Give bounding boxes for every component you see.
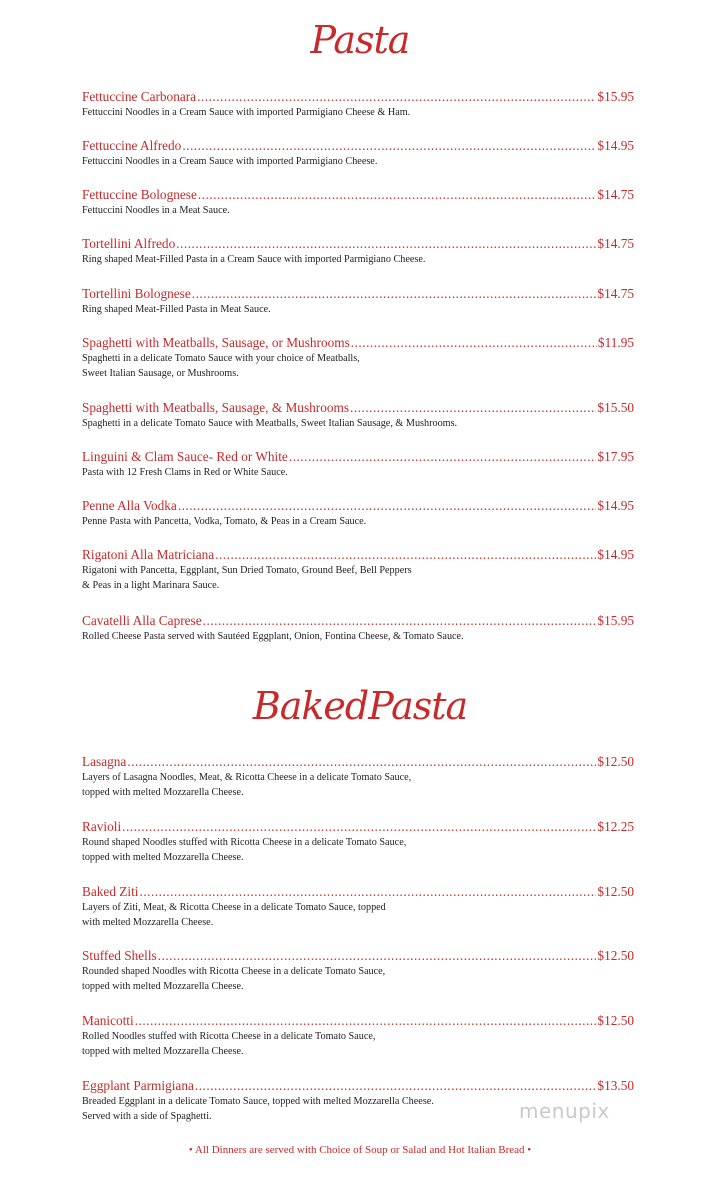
menu-item — [82, 399, 634, 431]
item-description: Layers of Lasagna Noodles, Meat, & Ricotta Cheese in a delicate Tomato Sauce, topped with melted Mozzarella Cheese. — [82, 772, 412, 798]
menu-item — [82, 753, 634, 800]
item-name: Rigatoni Alla Matriciana — [82, 547, 215, 562]
leader-dots — [192, 285, 597, 302]
leader-dots — [182, 137, 596, 154]
baked-pasta-section-title: BakedPasta — [252, 684, 468, 728]
item-price: $15.95 — [597, 613, 634, 628]
item-description: Fettuccini Noodles in a Meat Sauce. — [82, 205, 230, 216]
item-description: Rolled Cheese Pasta served with Sautéed Eggplant, Onion, Fontina Cheese, & Tomato Sauce. — [82, 631, 464, 642]
leader-dots — [178, 497, 597, 514]
item-description: Spaghetti in a delicate Tomato Sauce with your choice of Meatballs, Sweet Italian Sausage, or Mushrooms. — [82, 353, 360, 379]
item-name: Linguini & Clam Sauce- Red or White — [82, 449, 288, 464]
leader-dots — [122, 818, 596, 835]
item-description: Rigatoni with Pancetta, Eggplant, Sun Dried Tomato, Ground Beef, Bell Peppers & Peas in a light Marinara Sauce. — [82, 565, 412, 591]
item-name: Eggplant Parmigiana — [82, 1078, 194, 1093]
leader-dots — [351, 334, 597, 351]
item-price: $12.50 — [597, 754, 634, 769]
item-description: Breaded Eggplant in a delicate Tomato Sauce, topped with melted Mozzarella Cheese. Served with a side of Spaghetti. — [82, 1096, 434, 1122]
leader-dots — [198, 186, 597, 203]
leader-dots — [350, 399, 596, 416]
item-name: Manicotti — [82, 1013, 134, 1028]
menu-item — [82, 186, 634, 218]
item-description: Ring shaped Meat-Filled Pasta in a Cream Sauce with imported Parmigiano Cheese. — [82, 254, 426, 265]
item-description: Penne Pasta with Pancetta, Vodka, Tomato, & Peas in a Cream Sauce. — [82, 516, 367, 527]
item-name: Lasagna — [82, 754, 127, 769]
item-price: $12.50 — [597, 948, 634, 963]
item-description: Layers of Ziti, Meat, & Ricotta Cheese in a delicate Tomato Sauce, topped with melted Mozzarella Cheese. — [82, 902, 386, 928]
leader-dots — [289, 448, 597, 465]
footer-note: • All Dinners are served with Choice of Soup or Salad and Hot Italian Bread • — [188, 1144, 532, 1156]
item-price: $15.50 — [597, 400, 634, 415]
item-description: Ring shaped Meat-Filled Pasta in Meat Sauce. — [82, 304, 271, 315]
item-name: Baked Ziti — [82, 884, 139, 899]
item-price: $15.95 — [597, 89, 634, 104]
menu-item — [82, 448, 634, 480]
menu-item — [82, 947, 634, 994]
item-name: Stuffed Shells — [82, 948, 157, 963]
menu-item — [82, 235, 634, 267]
leader-dots — [135, 1012, 597, 1029]
item-name: Cavatelli Alla Caprese — [82, 613, 202, 628]
item-name: Penne Alla Vodka — [82, 498, 177, 513]
menu-item — [82, 818, 634, 865]
item-price: $14.95 — [597, 498, 634, 513]
item-description: Rounded shaped Noodles with Ricotta Cheese in a delicate Tomato Sauce, topped with melted Mozzarella Cheese. — [82, 966, 386, 992]
item-name: Fettuccine Alfredo — [82, 138, 182, 153]
item-description: Fettuccini Noodles in a Cream Sauce with imported Parmigiano Cheese. — [82, 156, 378, 167]
leader-dots — [158, 947, 597, 964]
menu-item — [82, 612, 634, 644]
item-price: $14.75 — [597, 286, 634, 301]
item-price: $11.95 — [597, 335, 634, 350]
leader-dots — [127, 753, 596, 770]
menupix-watermark: menupix — [519, 1099, 610, 1123]
item-name: Ravioli — [82, 819, 122, 834]
item-name: Spaghetti with Meatballs, Sausage, or Mushrooms — [82, 335, 350, 350]
menu-item — [82, 883, 634, 930]
item-price: $14.75 — [597, 236, 634, 251]
item-description: Fettuccini Noodles in a Cream Sauce with imported Parmigiano Cheese & Ham. — [82, 107, 411, 118]
leader-dots — [195, 1077, 597, 1094]
leader-dots — [176, 235, 596, 252]
item-description: Spaghetti in a delicate Tomato Sauce with Meatballs, Sweet Italian Sausage, & Mushrooms. — [82, 418, 458, 429]
item-name: Tortellini Alfredo — [82, 236, 176, 251]
menu-item — [82, 497, 634, 529]
item-price: $12.50 — [597, 1013, 634, 1028]
item-description: Pasta with 12 Fresh Clams in Red or White Sauce. — [82, 467, 288, 478]
item-description: Rolled Noodles stuffed with Ricotta Cheese in a delicate Tomato Sauce, topped with melted Mozzarella Cheese. — [82, 1031, 376, 1057]
menu-item — [82, 137, 634, 169]
item-price: $14.75 — [597, 187, 634, 202]
item-price: $14.95 — [597, 547, 634, 562]
item-price: $13.50 — [597, 1078, 634, 1093]
item-name: Tortellini Bolognese — [82, 286, 191, 301]
leader-dots — [197, 88, 596, 105]
leader-dots — [203, 612, 597, 629]
menu-item — [82, 1012, 634, 1059]
menu-item — [82, 88, 634, 120]
item-price: $14.95 — [597, 138, 634, 153]
item-price: $12.25 — [597, 819, 634, 834]
leader-dots — [215, 546, 596, 563]
item-name: Fettuccine Carbonara — [82, 89, 197, 104]
menu-item — [82, 546, 634, 593]
item-price: $12.50 — [597, 884, 634, 899]
item-name: Spaghetti with Meatballs, Sausage, & Mushrooms — [82, 400, 350, 415]
pasta-section-title: Pasta — [310, 18, 410, 62]
menu-item — [82, 334, 634, 381]
item-name: Fettuccine Bolognese — [82, 187, 197, 202]
leader-dots — [140, 883, 597, 900]
item-description: Round shaped Noodles stuffed with Ricotta Cheese in a delicate Tomato Sauce, topped with melted Mozzarella Cheese. — [82, 837, 407, 863]
menu-item — [82, 285, 634, 317]
item-price: $17.95 — [597, 449, 634, 464]
